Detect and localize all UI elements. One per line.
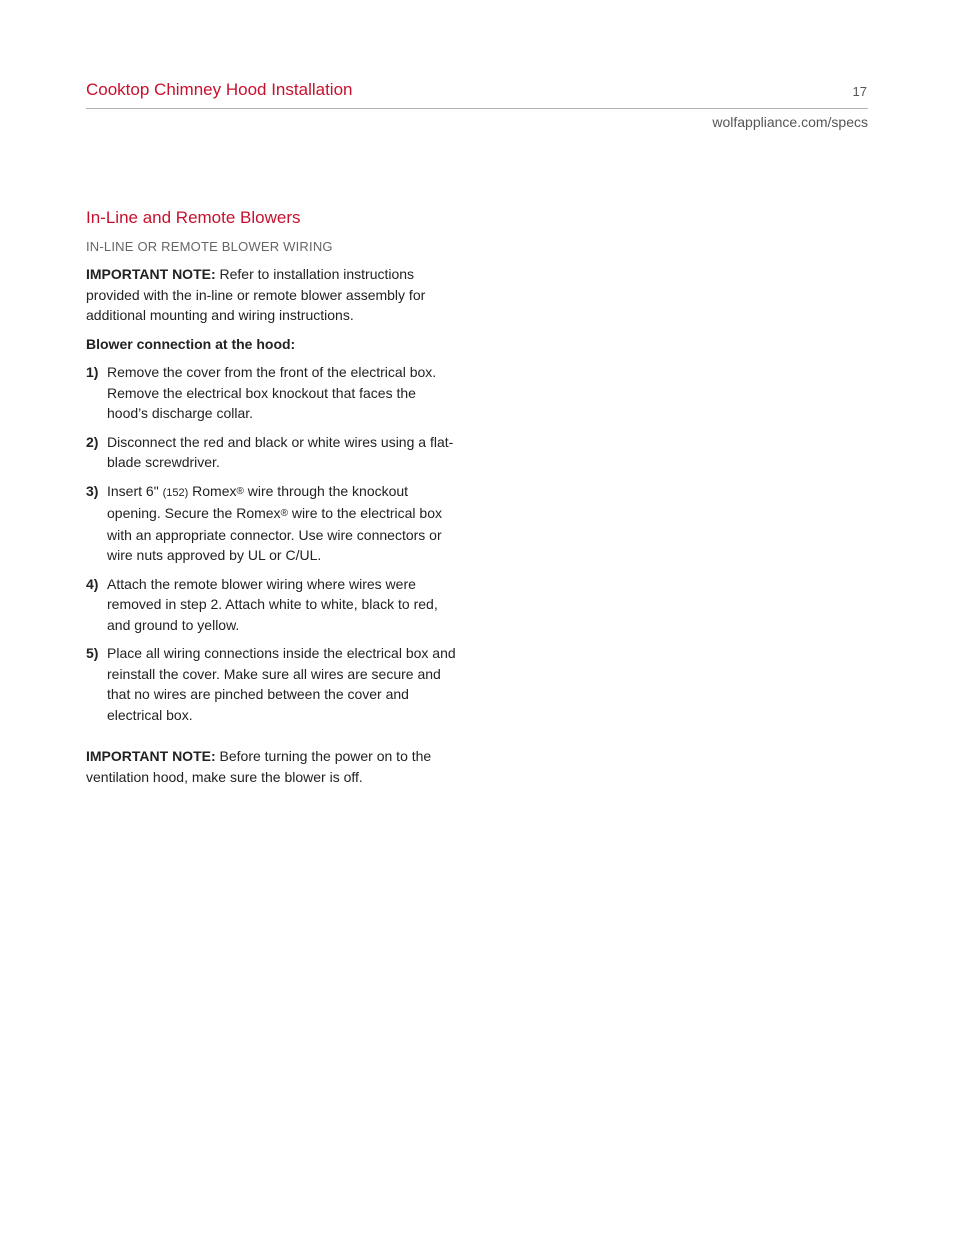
step-text: Place all wiring connections inside the electrical box and reinstall the cover. Make sure all wires are secure and that no wires are pinched between the cover and electrical box. xyxy=(107,645,456,723)
step-item xyxy=(86,432,458,473)
step-text-part: wire to the electrical box with an appropriate connector. Use wire connectors or wire nuts approved by UL or C/UL. xyxy=(107,505,443,563)
step-text: Disconnect the red and black or white wires using a flat-blade screwdriver. xyxy=(107,433,454,470)
steps-list xyxy=(86,362,458,725)
step-number: 5) xyxy=(86,645,99,661)
step-item xyxy=(86,574,458,636)
step-text-part: Romex xyxy=(188,482,237,499)
step-text-part: wire through the knockout opening. Secure the Romex xyxy=(107,482,409,521)
header-divider xyxy=(86,108,868,109)
note-text: Before turning the power on to the ventilation hood, make sure the blower is off. xyxy=(86,748,432,785)
important-note-2 xyxy=(86,746,458,787)
step-number: 3) xyxy=(86,482,99,499)
page-number: 17 xyxy=(852,84,867,99)
website-url: wolfappliance.com/specs xyxy=(712,114,868,130)
step-text xyxy=(107,483,442,564)
note-label: IMPORTANT NOTE: xyxy=(86,266,216,282)
metric-measurement: (152) xyxy=(162,486,189,499)
step-item xyxy=(86,643,458,725)
step-text-part: Insert 6" xyxy=(107,482,163,499)
step-item xyxy=(86,481,458,566)
note-text: Refer to installation instructions provided with the in-line or remote blower assembly for additional mounting and wiring instructions. xyxy=(86,266,426,323)
registered-mark: ® xyxy=(280,508,288,519)
step-text: Attach the remote blower wiring where wires were removed in step 2. Attach white to white, black to red, and ground to yellow. xyxy=(107,575,438,633)
step-number: 1) xyxy=(86,364,99,380)
main-content xyxy=(86,207,458,787)
note-label: IMPORTANT NOTE: xyxy=(86,748,216,764)
step-number: 2) xyxy=(86,433,99,450)
important-note-1 xyxy=(86,264,458,326)
section-title: In-Line and Remote Blowers xyxy=(86,208,301,227)
section-subheading: IN-LINE OR REMOTE BLOWER WIRING xyxy=(86,239,333,254)
registered-mark: ® xyxy=(236,485,244,497)
step-text: Remove the cover from the front of the electrical box. Remove the electrical box knockout that faces the hood’s discharge collar. xyxy=(107,364,437,421)
page-header-title: Cooktop Chimney Hood Installation xyxy=(86,80,353,99)
blower-connection-lead: Blower connection at the hood: xyxy=(86,335,296,352)
step-item xyxy=(86,362,458,424)
step-number: 4) xyxy=(86,575,99,592)
